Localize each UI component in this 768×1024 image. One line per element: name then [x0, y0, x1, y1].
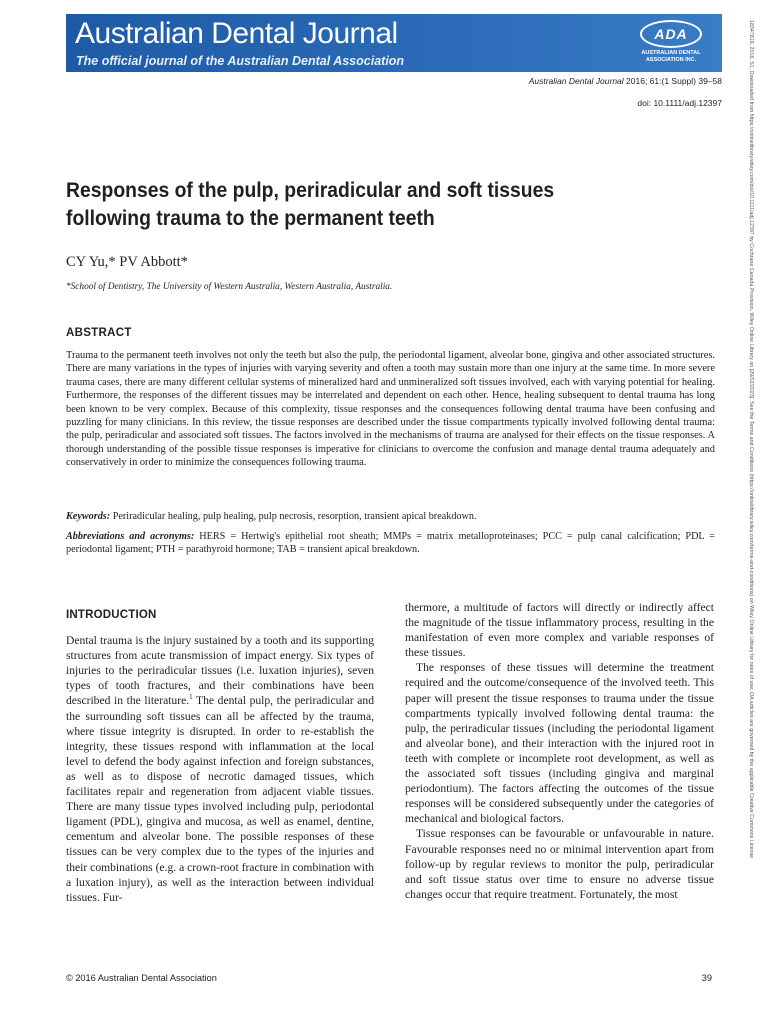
intro-paragraph-1 [66, 633, 374, 905]
keywords-text: Periradicular healing, pulp healing, pulp necrosis, resorption, transient apical breakdown. [110, 511, 477, 522]
intro-paragraph-1-continued: thermore, a multitude of factors will directly or indirectly affect the magnitude of the tissue inflammatory process, resulting in the manifestation of even more complex and variable responses of these tissues. [405, 601, 714, 660]
abbreviations-text: HERS = Hertwig's epithelial root sheath; MMPs = matrix metalloproteinases; PCC = pulp canal calcification; PDL = periodontal ligament; PTH = parathyroid hormone; TAB = transient apical breakdown. [66, 531, 716, 556]
journal-subtitle: The official journal of the Australian Dental Association [76, 54, 405, 68]
page-number: 39 [701, 973, 712, 983]
section-heading-introduction: INTRODUCTION [66, 609, 157, 621]
ada-logo-mark: ADA [640, 20, 702, 48]
keywords-label: Keywords: [66, 511, 111, 522]
right-column [405, 600, 714, 902]
affiliation: *School of Dentistry, The University of Western Australia, Western Australia, Australia. [66, 282, 393, 292]
abbreviations [66, 530, 715, 557]
journal-title: Australian Dental Journal [75, 17, 398, 50]
ada-logo [632, 20, 710, 66]
citation-line [529, 76, 722, 86]
left-column [66, 608, 374, 905]
citation-details: 2016; 61:(1 Suppl) 39–58 [623, 76, 722, 86]
journal-banner [66, 14, 722, 72]
intro-paragraph-1-text: Dental trauma is the injury sustained by a tooth and its supporting structures from acute transmission of impact energy. Six types of injuries to the periradicular tissues (i.e. luxation injuries), seven types of tooth fractures, and their combinations have been described in the literature. [66, 634, 374, 708]
abbreviations-label: Abbreviations and acronyms: [66, 531, 195, 542]
reference-marker: 1 [189, 693, 193, 702]
ada-logo-text: AUSTRALIAN DENTAL ASSOCIATION INC. [641, 50, 701, 63]
citation-journal: Australian Dental Journal [528, 76, 624, 86]
footer-copyright: © 2016 Australian Dental Association [66, 973, 217, 983]
intro-paragraph-3: Tissue responses can be favourable or unfavourable in nature. Favourable responses need no or minimal intervention apart from follow-up by regular reviews to monitor the pulp, periradicular and soft tissue status over time to ensure no adverse tissue changes occur that require treatment. Fortunately, the most [405, 827, 714, 901]
abstract-body: Trauma to the permanent teeth involves not only the teeth but also the pulp, the periodontal ligament, alveolar bone, gingiva and other associated structures. There are many variations in the types of injuries with varying severity and often a tooth may sustain more than one injury at the same time. In more severe trauma cases, there are many different cellular systems of mineralized hard and unmineralized soft tissues involved, each with varying potential for healing. Furthermore, the responses of the different tissues may be interrelated and dependent on each other. Hence, healing subsequent to dental trauma has long been known to be very complex. Because of this complexity, tissue responses and the consequences following dental trauma have been confusing and puzzling for many clinicians. In this review, the tissue responses are described under the tissue compartments typically involved following dental trauma: the pulp, periradicular and associated soft tissues. The factors involved in the mechanisms of trauma are analysed for their effects on the tissue responses. A thorough understanding of the possible tissue responses is imperative for clinicians to overcome the confusion and manage dental trauma adequately and conservatively in order to minimize the consequences following trauma. [66, 350, 715, 469]
download-side-note: 18347819, 2016, S1, Downloaded from https://onlinelibrary.wiley.com/doi/10.1111/adj.12397 by Cochrane Canada Provision, Wiley Online Library on [29/02/2023]. See the Terms and Conditions (https://onlinelibrary.wiley.com/terms-and-conditions) on Wiley Online Library for rules of use; OA articles are governed by the applicable Creative Commons License [748, 20, 754, 859]
keywords [66, 510, 715, 523]
article-title: Responses of the pulp, periradicular and soft tissues following trauma to the permanent teeth [66, 178, 555, 230]
doi-line: doi: 10.1111/adj.12397 [637, 98, 722, 108]
intro-paragraph-1-text-cont: The dental pulp, the periradicular and the surrounding soft tissues can all be affected by the trauma, where tissue integrity is disrupted. In order to re-establish the integrity, these tissues respond with inflammation at the local level to defend the body against infection and foreign substances, as well as to dispose of necrotic damaged tissues, which facilitates repair and regeneration from adjacent viable tissues. There are many tissue types involved including pulp, periodontal ligament (PDL), gingiva and mucosa, as well as enamel, dentine, cementum and alveolar bone. The possible responses of these tissues can be very complex due to the types of the injuries and their combinations (e.g. a crown-root fracture in combination with a luxation injury), as well as the interaction between individual tissues. Fur- [66, 694, 374, 904]
intro-paragraph-2: The responses of these tissues will determine the treatment required and the outcome/consequence of the involved teeth. This paper will present the tissue responses to trauma under the tissue compartments typically involved following dental trauma: the pulp, the periradicular tissues (including the periodontal ligament and alveolar bone), and their interaction with the injured root in teeth with complete or incomplete root development, as well as the associated soft tissues (including gingiva and marginal periodontium). The factors affecting the outcomes of the tissue responses will be considered subsequently under the categories of mechanical and biological factors. [405, 661, 714, 826]
abstract-heading: ABSTRACT [66, 327, 132, 339]
authors: CY Yu,* PV Abbott* [66, 254, 188, 270]
